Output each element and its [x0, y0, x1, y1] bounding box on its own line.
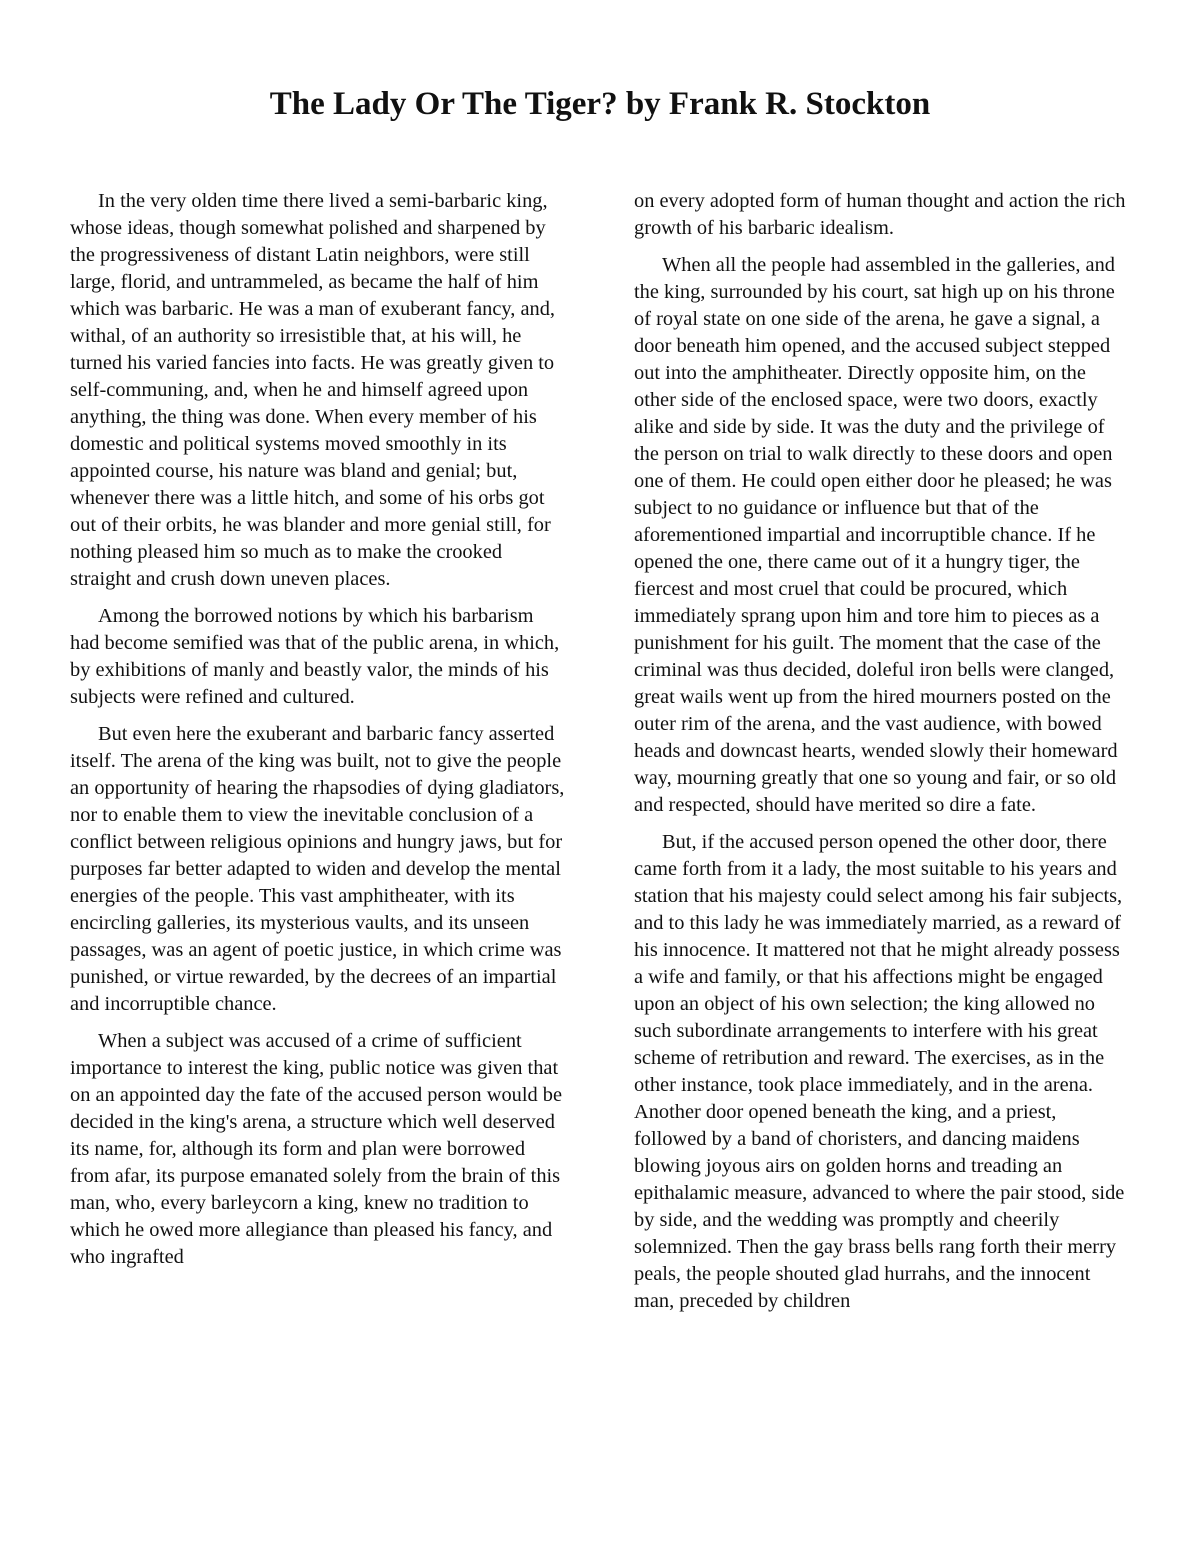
left-column: [70, 188, 568, 1271]
document-title: The Lady Or The Tiger? by Frank R. Stockton: [269, 86, 931, 122]
right-column: [634, 188, 1132, 1315]
paragraph: But even here the exuberant and barbaric fancy asserted itself. The arena of the king was built, not to give the people an opportunity of hearing the rhapsodies of dying gladiators, nor to enable them to view the inevitable conclusion of a conflict between religious opinions and hungry jaws, but for purposes far better adapted to widen and develop the mental energies of the people. This vast amphitheater, with its encircling galleries, its mysterious vaults, and its unseen passages, was an agent of poetic justice, in which crime was punished, or virtue rewarded, by the decrees of an impartial and incorruptible chance.: [70, 723, 565, 1015]
paragraph-continued: on every adopted form of human thought and action the rich growth of his barbaric idealism.: [634, 190, 1126, 239]
paragraph: In the very olden time there lived a semi-barbaric king, whose ideas, though somewhat polished and sharpened by the progressiveness of distant Latin neighbors, were still large, florid, and untrammeled, as became the half of him which was barbaric. He was a man of exuberant fancy, and, withal, of an authority so irresistible that, at his will, he turned his varied fancies into facts. He was greatly given to self-communing, and, when he and himself agreed upon anything, the thing was done. When every member of his domestic and political systems moved smoothly in its appointed course, his nature was bland and genial; but, whenever there was a little hitch, and some of his orbs got out of their orbits, he was blander and more genial still, for nothing pleased him so much as to make the crooked straight and crush down uneven places.: [70, 190, 556, 590]
paragraph: Among the borrowed notions by which his barbarism had become semified was that of the public arena, in which, by exhibitions of manly and beastly valor, the minds of his subjects were refined and cultured.: [70, 605, 560, 708]
paragraph: But, if the accused person opened the other door, there came forth from it a lady, the most suitable to his years and station that his majesty could select among his fair subjects, and to this lady he was immediately married, as a reward of his innocence. It mattered not that he might already possess a wife and family, or that his affections might be engaged upon an object of his own selection; the king allowed no such subordinate arrangements to interfere with his great scheme of retribution and reward. The exercises, as in the other instance, took place immediately, and in the arena. Another door opened beneath the king, and a priest, followed by a band of choristers, and dancing maidens blowing joyous airs on golden horns and treading an epithalamic measure, advanced to where the pair stood, side by side, and the wedding was promptly and cheerily solemnized. Then the gay brass bells rang forth their merry peals, the people shouted glad hurrahs, and the innocent man, preceded by children: [634, 831, 1125, 1312]
paragraph: When all the people had assembled in the galleries, and the king, surrounded by his court, sat high up on his throne of royal state on one side of the arena, he gave a signal, a door beneath him opened, and the accused subject stepped out into the amphitheater. Directly opposite him, on the other side of the enclosed space, were two doors, exactly alike and side by side. It was the duty and the privilege of the person on trial to walk directly to these doors and open one of them. He could open either door he pleased; he was subject to no guidance or influence but that of the aforementioned impartial and incorruptible chance. If he opened the one, there came out of it a hungry tiger, the fiercest and most cruel that could be procured, which immediately sprang upon him and tore him to pieces as a punishment for his guilt. The moment that the case of the criminal was thus decided, doleful iron bells were clanged, great wails went up from the hired mourners posted on the outer rim of the arena, and the vast audience, with bowed heads and downcast hearts, wended slowly their homeward way, mourning greatly that one so young and fair, or so old and respected, should have merited so dire a fate.: [634, 254, 1118, 816]
paragraph: When a subject was accused of a crime of sufficient importance to interest the king, public notice was given that on an appointed day the fate of the accused person would be decided in the king's arena, a structure which well deserved its name, for, although its form and plan were borrowed from afar, its purpose emanated solely from the brain of this man, who, every barleycorn a king, knew no tradition to which he owed more allegiance than pleased his fancy, and who ingrafted: [70, 1030, 563, 1268]
